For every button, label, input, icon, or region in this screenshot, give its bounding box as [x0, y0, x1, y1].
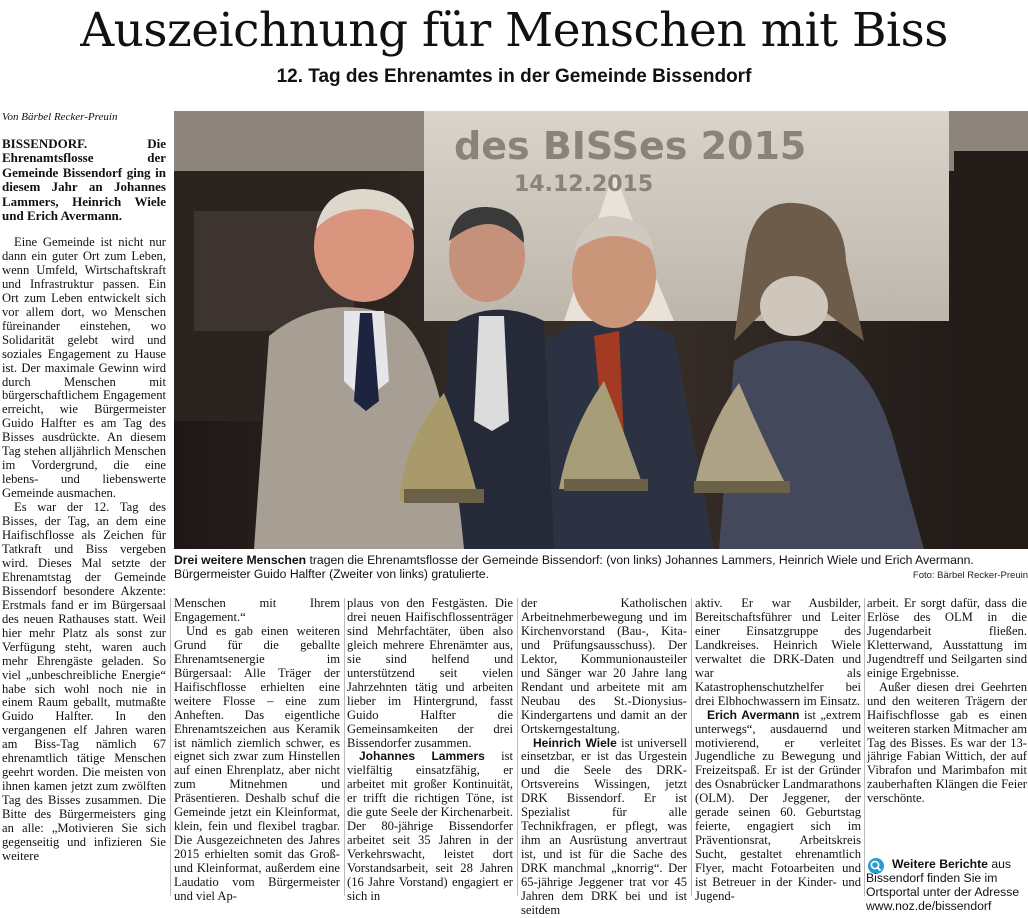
subheadline: 12. Tag des Ehrenamtes in der Gemeinde Bissendorf	[276, 66, 752, 87]
caption-text: tragen die Ehrenamtsflosse der Gemeinde Bissendorf: (von links) Johannes Lammers, Heinrich Wiele und Erich Avermann. Bürgermeister Guido Halfter (Zweiter von links) gratulierte.	[174, 553, 974, 582]
column-1	[2, 236, 166, 898]
caption-bold: Drei weitere Menschen	[174, 553, 307, 567]
screen-title: des BISSes 2015	[454, 124, 807, 168]
photo-caption	[174, 553, 1028, 581]
award-ceremony-photo	[174, 111, 1028, 549]
photo-credit: Foto: Bärbel Recker-Preuin	[912, 570, 1028, 581]
col6-paragraph-2: Außer diesen drei Geehrten und den weiteren Trägern der Haifischflosse gab es einen weiteren starken Mitmacher am Tag des Bisses. Es war der 13-jährige Fabian Wittich, der auf Vibrafon und Marimbafon mit zauberhaften Klängen die Feier verschönte.	[867, 679, 1027, 806]
column-divider	[691, 598, 692, 896]
col5-name-erich: Erich Avermann	[707, 707, 800, 722]
teaser-text: aus Bissendorf finden Sie im Ortsportal unter der Adresse www.noz.de/bissendorf	[866, 857, 1020, 914]
col2-paragraph-2: Und es gab einen weiteren Grund für die geballte Ehrenamtsenergie im Bürgersaal: Alle Träger der Haifischflosse erhielten eine weitere Flosse – eine zum Anheften. Das eigentliche Ehrenamtszeichen aus Keramik ist nämlich ziemlich schwer, es eignet sich zwar zum Hinstellen auf einen Ehrenplatz, aber nicht zum Mitnehmen und Präsentieren. Deshalb schuf die Gemeinde jetzt ein Kleinformat, klein, fein und flexibel tragbar. Die Ausgezeichneten des Jahres 2015 erhielten somit das Groß- und Kleinformat, außerdem eine Laudatio vom Bürgermeister und viel Ap-	[174, 623, 340, 904]
col1-paragraph-1: Eine Gemeinde ist nicht nur dann ein guter Ort zum Leben, wenn Umfeld, Wirtschaftskraft und Infrastruktur passen. Ein Ort zum Leben entwickelt sich vor allem dort, wo Menschen füreinander einstehen, wo Solidarität gelebt wird und soziales Engagement zu Hause ist. Der maximale Gewinn wird durch Menschen mit bürgerschaftlichem Engagement erreicht, wie Bürgermeister Guido Halfter es am Tag des Bisses ausdrückte. An diesem Tag stehen alljährlich Menschen im Vordergrund, die eine lebens- und liebenswerte Gemeinde ausmachen.	[2, 235, 166, 501]
column-divider	[517, 598, 518, 896]
column-2	[174, 596, 340, 904]
article-photo	[174, 111, 1028, 549]
col4-paragraph-2: ist universell einsetzbar, er ist das Urgestein und die Seele des DRK-Ortsvereins Wissingen, jetzt DRK Bissendorf. Er ist Spezialist für alle Technikfragen, er pflegt, was ihm an Ausrüstung anvertraut ist, und ist für die Sache des DRK manchmal „knorrig“. Der 65-jährige Jeggener trat vor 45 Jahren dem DRK bei und ist seitdem	[521, 735, 687, 917]
column-divider	[170, 598, 171, 896]
col4-name-heinrich: Heinrich Wiele	[533, 735, 617, 750]
col2-paragraph-1: Menschen mit Ihrem Engagement.“	[174, 596, 340, 624]
screen-date: 14.12.2015	[514, 172, 654, 197]
column-divider	[344, 598, 345, 896]
teaser-bold: Weitere Berichte	[892, 857, 988, 871]
column-4	[521, 596, 687, 917]
col5-paragraph-1: aktiv. Er war Ausbilder, Bereitschaftsführer und Leiter einer Einsatzgruppe des Landkreises. Heinrich Wiele verwaltet die DRK-Daten und war als Katastrophenschutzhelfer bei drei Elbhochwassern im Einsatz.	[695, 596, 861, 708]
headline: Auszeichnung für Menschen mit Biss	[80, 3, 948, 58]
column-5	[695, 596, 861, 904]
column-3	[347, 596, 513, 904]
col3-name-johannes: Johannes Lammers	[359, 749, 485, 764]
more-reports-teaser[interactable]	[866, 857, 1028, 913]
col1-paragraph-2: Es war der 12. Tag des Bisses, der Tag, an dem eine Haifischflosse als Zeichen für Tatkraft und Biss vergeben wird. Dieses Mal setzte der Ehrenamtstag der Gemeinde Bissendorf besondere Akzente: Erstmals fand er im Bürgersaal des neuen Rathauses statt. Weil hier mehr Platz als sonst zur Verfügung steht, waren auch mehr Ehrengäste geladen. So viel „unbeschreibliche Energie“ habe sich wohl noch nie in einem Raum geballt, mutmaßte Guido Halfter. In den vergangenen elf Jahren waren am Biss-Tag nämlich 67 ehrenamtlich tätige Menschen geehrt worden. Die meisten von ihnen kamen jetzt zum zwölften Tag des Bisses zusammen. Die Bitte des Bürgermeisters ging an alle: „Motivieren Sie sich gegenseitig und infizieren Sie weitere	[2, 500, 166, 863]
col4-paragraph-1: der Katholischen Arbeitnehmerbewegung und im Kirchenvorstand (Bau-, Kita- und Prüfungsausschuss). Der Lektor, Kommunionausteiler und Sänger war 20 Jahre lang Rendant und arbeitete mit am Neubau des St.-Dionysius-Kindergartens und damit an der Ortskerngestaltung.	[521, 596, 687, 736]
col3-paragraph-1: plaus von den Festgästen. Die drei neuen Haifischflossenträger sind Mehrfachtäter, üben also gleich mehrere Ehrenämter aus, sie sind helfend und unterstützend seit vielen Jahrzehnten tätig und arbeiten lieber im Hintergrund, fasst Guido Halfter die Gemeinsamkeiten der drei Bissendorfer zusammen.	[347, 596, 513, 750]
author-byline: Von Bärbel Recker-Preuin	[2, 111, 118, 123]
lead-paragraph: BISSENDORF. Die Ehrenamtsflosse der Gemeinde Bissendorf ging in diesem Jahr an Johannes Lammers, Heinrich Wiele und Erich Avermann.	[2, 136, 166, 224]
column-divider	[864, 598, 865, 896]
col3-paragraph-2: ist vielfältig einsatzfähig, er arbeitet mit großer Kontinuität, er trifft die richtigen Töne, ist die gute Seele der Kirchenarbeit. Der 80-jährige Bissendorfer arbeitet seit 35 Jahren in der Verkehrswacht, leistet dort Vorstandsarbeit, seit 28 Jahren (16 Jahre Vorstand) engagiert er sich in	[347, 749, 513, 904]
col5-paragraph-2: ist „extrem unterwegs“, ausdauernd und motivierend, er verleitet Jugendliche zu Bewegung und Freizeitspaß. Er ist der Gründer des Osnabrücker Landmarathons (OLM). Der Jeggener, der gerade seinen 60. Geburtstag feierte, engagiert sich im Präventionsrat, Arbeitskreis Sucht, gestaltet ehrenamtlich Flyer, macht Fotoarbeiten und ist Betreuer in der Kinder- und Jugend-	[695, 707, 861, 904]
column-6	[867, 597, 1027, 852]
col6-paragraph-1: arbeit. Er sorgt dafür, dass die Erlöse des OLM in die Jugendarbeit fließen. Kletterwand, Ausstattung im Jugendtreff und Seilgarten sind einige Ergebnisse.	[867, 596, 1027, 680]
